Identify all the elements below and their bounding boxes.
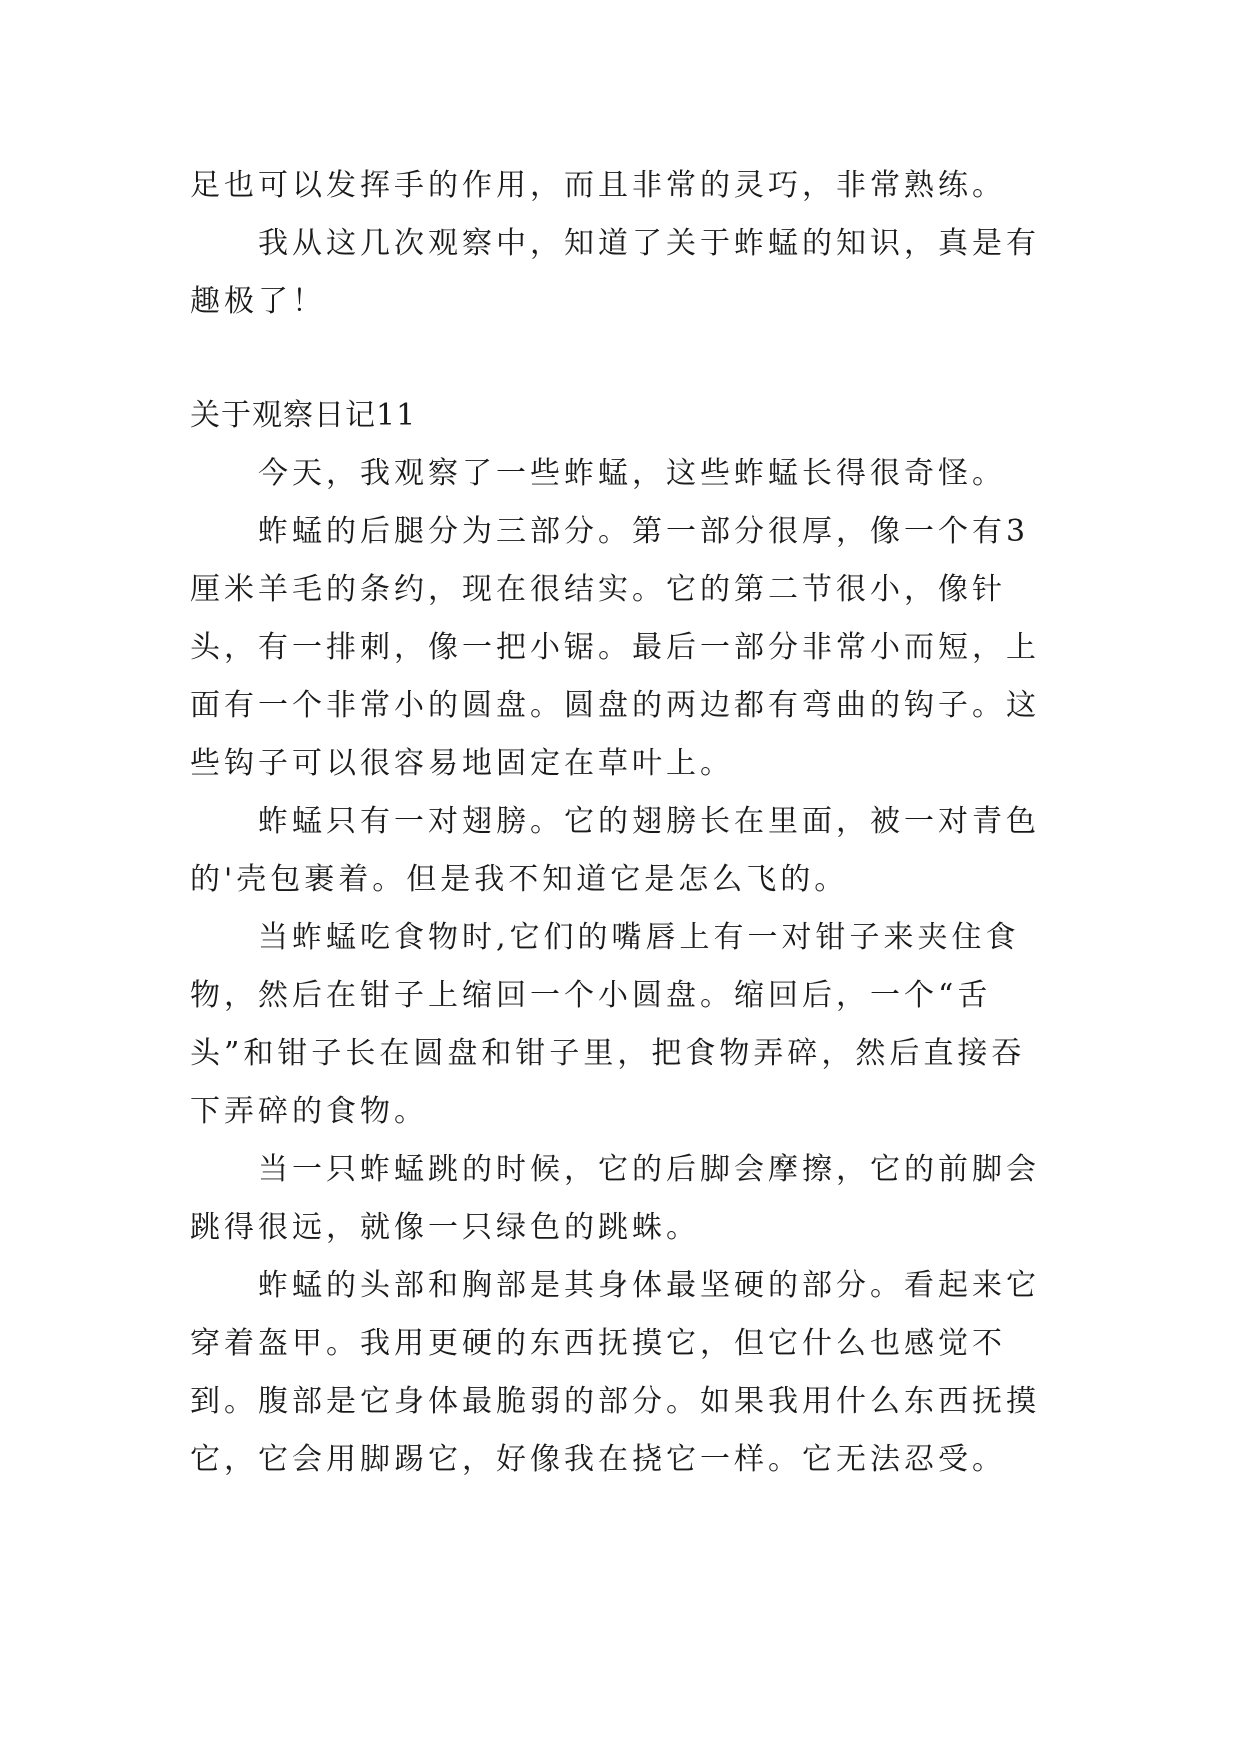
paragraph-jumping: 当一只蚱蜢跳的时候，它的后脚会摩擦，它的前脚会跳得很远，就像一只绿色的跳蛛。: [190, 1152, 1040, 1245]
paragraph-hind-legs: 蚱蜢的后腿分为三部分。第一部分很厚，像一个有3厘米羊毛的条约，现在很结实。它的第二节很小，像针头，有一排刺，像一把小锯。最后一部分非常小而短，上面有一个非常小的圆盘。圆盘的两边都有弯曲的钩子。这些钩子可以很容易地固定在草叶上。: [190, 514, 1040, 781]
paragraph-wings: 蚱蜢只有一对翅膀。它的翅膀长在里面，被一对青色的'壳包裹着。但是我不知道它是怎么飞的。: [190, 804, 1040, 897]
paragraph-body-parts: 蚱蜢的头部和胸部是其身体最坚硬的部分。看起来它穿着盔甲。我用更硬的东西抚摸它，但它什么也感觉不到。腹部是它身体最脆弱的部分。如果我用什么东西抚摸它，它会用脚踢它，好像我在挠它一样。它无法忍受。: [190, 1268, 1040, 1477]
paragraph-continuation: 足也可以发挥手的作用，而且非常的灵巧，非常熟练。: [190, 168, 1006, 203]
paragraph-eating: 当蚱蜢吃食物时,它们的嘴唇上有一对钳子来夹住食物，然后在钳子上缩回一个小圆盘。缩回后，一个“舌头”和钳子长在圆盘和钳子里，把食物弄碎，然后直接吞下弄碎的食物。: [190, 920, 1026, 1129]
paragraph-intro: 今天，我观察了一些蚱蜢，这些蚱蜢长得很奇怪。: [258, 456, 1006, 491]
section-heading: 关于观察日记11: [190, 398, 417, 433]
paragraph-conclusion: 我从这几次观察中，知道了关于蚱蜢的知识，真是有趣极了！: [190, 226, 1040, 319]
document-body: [190, 157, 1050, 1489]
